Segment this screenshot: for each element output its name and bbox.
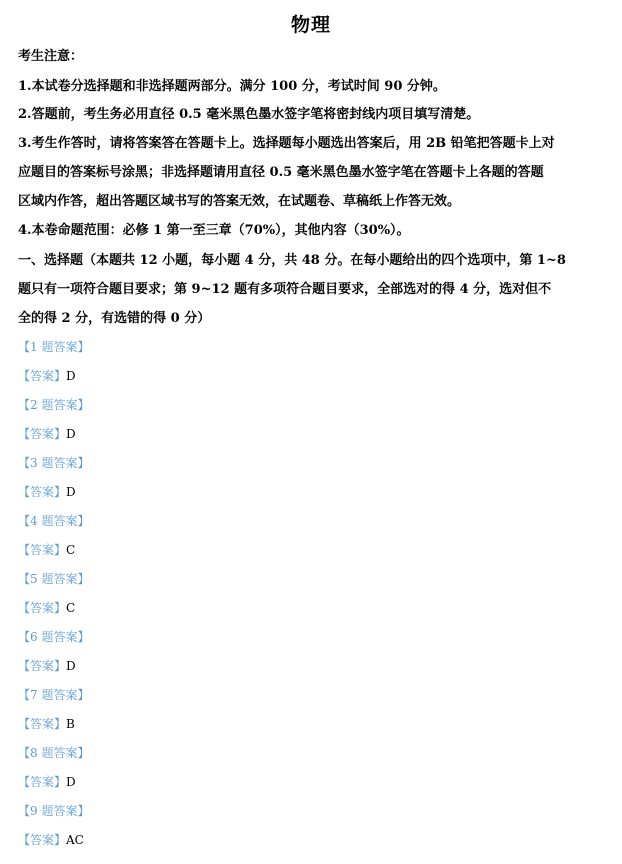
notice-item-1: 1.本试卷分选择题和非选择题两部分。满分 100 分，考试时间 90 分钟。 — [18, 79, 446, 94]
question-label: 【7 题答案】 — [18, 688, 90, 702]
answer-line — [18, 774, 76, 790]
page-title: 物理 — [290, 14, 331, 36]
answer-line — [18, 832, 84, 848]
answer-line — [18, 600, 75, 616]
notice-item-4: 4.本卷命题范围：必修 1 第一至三章（70%），其他内容（30%）。 — [18, 223, 410, 238]
answer-line — [18, 542, 75, 558]
answer-line — [18, 484, 76, 500]
section-heading-line-2: 题只有一项符合题目要求；第 9~12 题有多项符合题目要求，全部选对的得 4 分，选对但不 — [18, 282, 552, 297]
answer-value: D — [66, 369, 76, 383]
answer-tag: 【答案】 — [18, 601, 67, 615]
question-label: 【6 题答案】 — [18, 630, 90, 644]
question-label: 【9 题答案】 — [18, 804, 90, 818]
answer-value: C — [66, 601, 76, 615]
answer-tag: 【答案】 — [18, 659, 67, 673]
notice-item-3: 3.考生作答时，请将答案答在答题卡上。选择题每小题选出答案后，用 2B 铅笔把答题卡上对 — [18, 136, 555, 151]
answer-value: D — [66, 659, 76, 673]
notice-item-3-cont-1: 应题目的答案标号涂黑；非选择题请用直径 0.5 毫米黑色墨水签字笔在答题卡上各题的答题 — [18, 165, 544, 180]
question-label: 【1 题答案】 — [18, 340, 90, 354]
section-heading-line-1: 一、选择题（本题共 12 小题，每小题 4 分，共 48 分。在每小题给出的四个选项中，第 1~8 — [18, 253, 566, 268]
answer-tag: 【答案】 — [18, 717, 67, 731]
notice-item-3-cont-2: 区域内作答，超出答题区域书写的答案无效，在试题卷、草稿纸上作答无效。 — [18, 194, 461, 209]
question-label: 【2 题答案】 — [18, 398, 90, 412]
answer-value: AC — [66, 833, 84, 847]
answer-line — [18, 426, 76, 442]
answer-line — [18, 716, 75, 732]
answer-line — [18, 368, 76, 384]
answer-value: D — [66, 427, 76, 441]
question-label: 【8 题答案】 — [18, 746, 90, 760]
answer-tag: 【答案】 — [18, 369, 67, 383]
question-label: 【4 题答案】 — [18, 514, 90, 528]
answer-tag: 【答案】 — [18, 543, 67, 557]
answer-line — [18, 658, 76, 674]
question-label: 【3 题答案】 — [18, 456, 90, 470]
answer-tag: 【答案】 — [18, 427, 67, 441]
answer-value: D — [66, 485, 76, 499]
answer-tag: 【答案】 — [18, 485, 67, 499]
notice-item-2: 2.答题前，考生务必用直径 0.5 毫米黑色墨水签字笔将密封线内项目填写清楚。 — [18, 107, 480, 122]
answer-value: C — [66, 543, 76, 557]
section-heading-line-3: 全的得 2 分，有选错的得 0 分） — [18, 311, 211, 326]
notice-heading: 考生注意： — [18, 49, 84, 64]
answer-value: B — [66, 717, 75, 731]
answer-tag: 【答案】 — [18, 775, 67, 789]
question-label: 【5 题答案】 — [18, 572, 90, 586]
answer-tag: 【答案】 — [18, 833, 67, 847]
answer-value: D — [66, 775, 76, 789]
